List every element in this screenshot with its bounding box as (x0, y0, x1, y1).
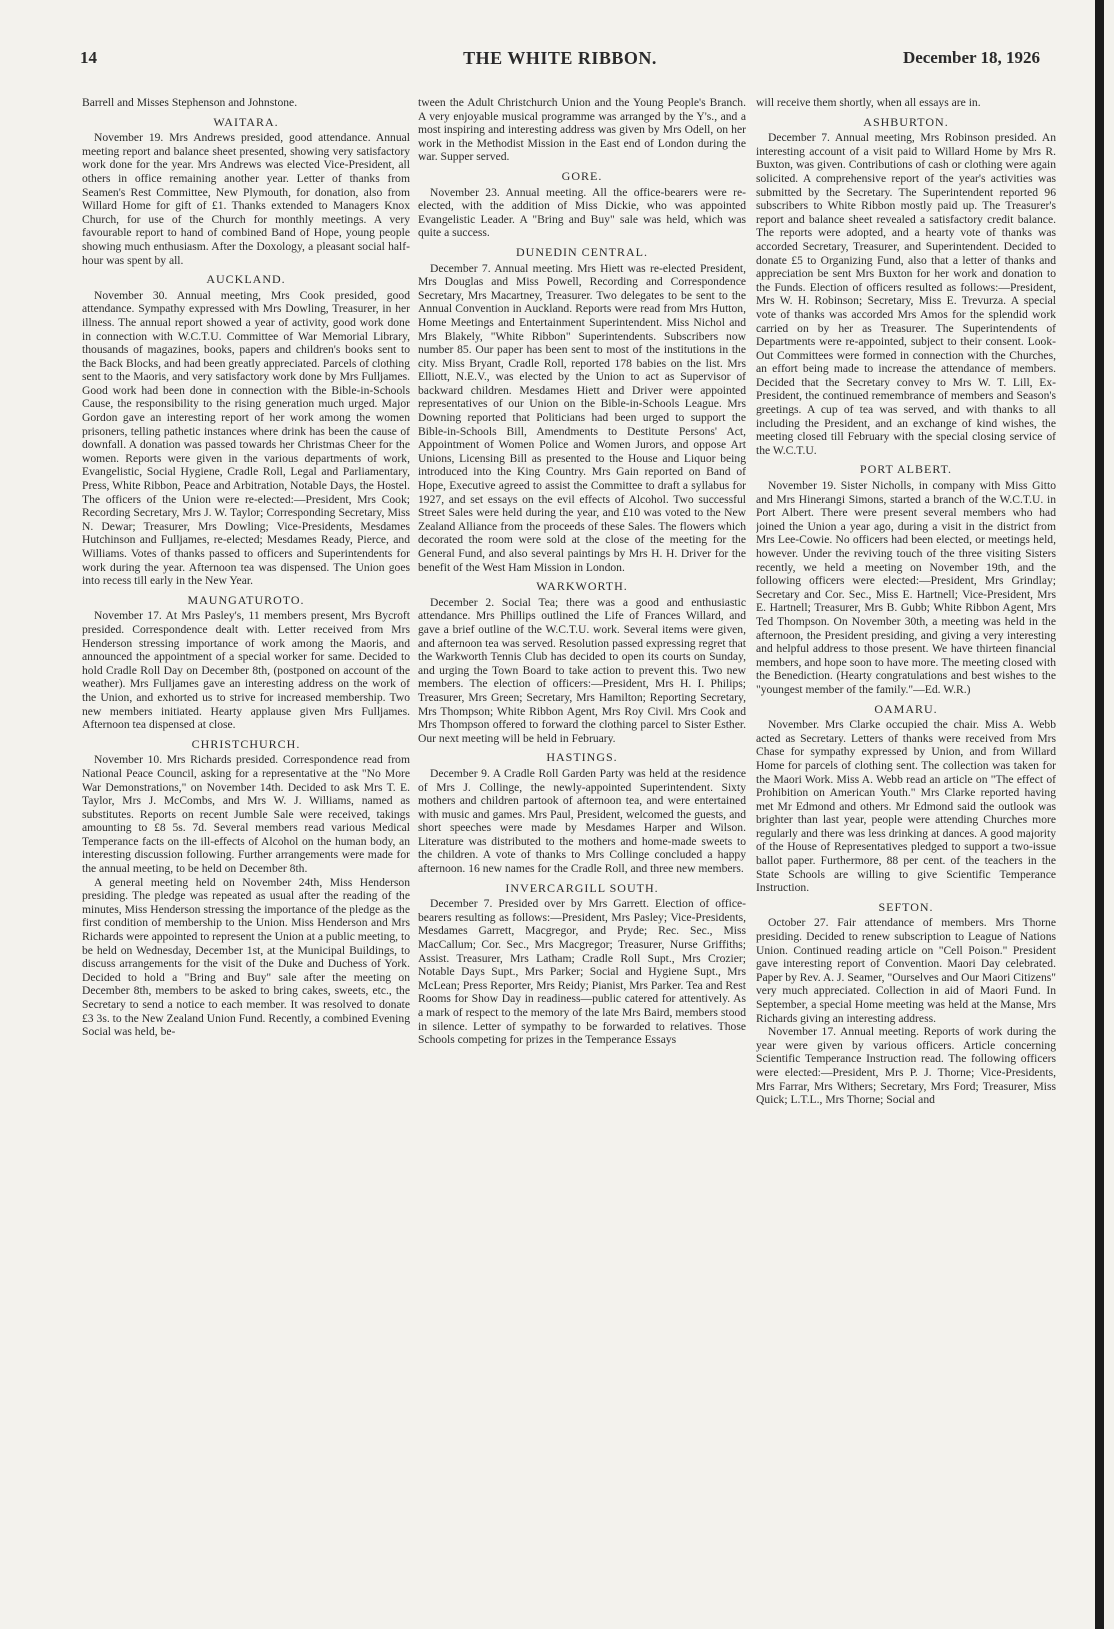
section-paragraph: November 19. Mrs Andrews presided, good attendance. Annual meeting report and balance sheet presented, showing very satisfactory work done for the year. Mrs Andrews was elected Vice-President, all others in office remaining another year. Letter of thanks from Seamen's Rest Committee, New Plymouth, for donation, also from Willard Home for gift of £1. Thanks extended to Managers Knox Church, for use of the Church for monthly meetings. A very favourable report to hand of combined Band of Hope, young people showing much enthusiasm. After the Doxology, a pleasant social half-hour was spent by all. (82, 131, 410, 267)
section-heading: WARKWORTH. (536, 579, 628, 594)
section-paragraph: October 27. Fair attendance of members. Mrs Thorne presiding. Decided to renew subscription to League of Nations Union. Continued reading article on "Cell Poison." President gave interesting report of Convention. Maori Day celebrated. Paper by Rev. A. J. Seamer, "Ourselves and Our Maori Citizens" very much appreciated. Collection in aid of Maori Fund. In September, a special Home meeting was held at the Manse, Mrs Richards giving an interesting address. (756, 916, 1056, 1025)
section-paragraph: December 7. Annual meeting. Mrs Hiett was re-elected President, Mrs Douglas and Miss Powell, Recording and Correspondence Secretary, Mrs Macartney, Treasurer. Two delegates to be sent to the Annual Convention in Auckland. Reports were read from Mrs Hutton, Home Meetings and Entertainment Superintendent. Miss Nichol and Mrs Blakely, "White Ribbon" Superintendents. Subscribers now number 85. Our paper has been sent to most of the institutions in the city. Miss Bryant, Cradle Roll, reported 178 babies on the list. Mrs Elliott, N.E.V., was elected by the Union to act as Supervisor of backward children. Mesdames Hiett and Driver were appointed representatives of our Union on the Bible-in-Schools League. Mrs Downing reported that Politicians had been urged to support the Bible-in-Schools Bill, Amendments to Destitute Persons' Act, Appointment of Women Police and Women Jurors, and oppose Art Unions, Licensing Bill as presented to the House and Liquor being introduced into the King Country. Mrs Gain reported on Band of Hope, Executive agreed to assist the Committee to draft a syllabus for 1927, and set essays on the evil effects of Alcohol. Two successful Street Sales were held during the year, and £10 was voted to the New Zealand Alliance from the proceeds of these Sales. The flowers which decorated the room were sold at the close of the meeting for the General Fund, and also several paintings by Mrs H. H. Driver for the benefit of the West Ham Mission in London. (418, 261, 746, 574)
report-section (418, 246, 746, 574)
section-heading: DUNEDIN CENTRAL. (516, 244, 648, 259)
section-paragraph: December 2. Social Tea; there was a good and enthusiastic attendance. Mrs Phillips outlined the Life of Frances Willard, and gave a brief outline of the W.C.T.U. work. Several items were given, and afternoon tea was served. Resolution passed expressing regret that the Warkworth Tennis Club has decided to open its courts on Sunday, and urging the Town Board to take action to prevent this. Two new members. The election of officers:—President, Mrs H. I. Philips; Treasurer, Mrs Green; Secretary, Mrs Hamilton; Reporting Secretary, Mrs Thompson; White Ribbon Agent, Mrs Roy Civil. Mrs Cook and Mrs Thompson offered to forward the clothing parcel to Sister Esther. Our next meeting will be held in February. (418, 595, 746, 745)
section-paragraph: November. Mrs Clarke occupied the chair. Miss A. Webb acted as Secretary. Letters of thanks were received from Mrs Chase for sympathy expressed by Union, and from Willard Home for parcels of clothing sent. The collection was taken for the Maori Work. Miss A. Webb read an article on "The effect of Prohibition on American Youth." Mrs Clarke reported having met Mr Edmond and others. Mr Edmond said the outlook was brighter than last year, people were attending Churches more regularly and there was less drinking at dances. A good majority of the House of Representatives pledged to support a two-issue ballot paper. Furthermore, 88 per cent. of the teachers in the State Schools are willing to give Scientific Temperance Instruction. (756, 718, 1056, 895)
column-2 (418, 96, 746, 1621)
section-paragraph: November 17. Annual meeting. Reports of work during the year were given by various officers. Article concerning Scientific Temperance Instruction read. The following officers were elected:—President, Mrs P. J. Thorne; Vice-Presidents, Mrs Farrar, Mrs Withers; Secretary, Mrs Ford; Treasurer, Miss Quick; L.T.L., Mrs Thorne; Social and (756, 1025, 1056, 1107)
page-number: 14 (80, 48, 97, 67)
issue-date: December 18, 1926 (902, 48, 1040, 67)
section-paragraph: November 30. Annual meeting, Mrs Cook presided, good attendance. Sympathy expressed with Mrs Dowling, Treasurer, in her illness. The annual report showed a year of activity, good work done in connection with W.C.T.U. Committee of War Memorial Library, thousands of magazines, books, papers and children's books sent to the Back Blocks, and had been greatly appreciated. Parcels of clothing sent to the Maoris, and very satisfactory work done by Mrs Fulljames. Good work had been done in connection with the Bible-in-Schools Cause, the responsibility to the rising generation much urged. Major Gordon gave an interesting report of her work among the women prisoners, telling pathetic instances where drink has been the cause of downfall. A donation was passed towards her Christmas Cheer for the women. Reports were given in the various departments of work, Evangelistic, Social Hygiene, Cradle Roll, Legal and Parliamentary, Press, White Ribbon, Peace and Arbitration, Notable Days, the Hostel. The officers of the Union were re-elected:—President, Mrs Cook; Recording Secretary, Mrs J. W. Taylor; Corresponding Secretary, Miss N. Dewar; Treasurer, Mrs Dowling; Vice-Presidents, Mesdames Hutchinson and Fulljames, re-elected; Mesdames Ready, Pierce, and Williams. Votes of thanks passed to officers and Superintendents for work during the year. Afternoon tea was dispensed. The Union goes into recess till early in the New Year. (82, 288, 410, 588)
section-heading: WAITARA. (213, 114, 279, 129)
section-paragraph: will receive them shortly, when all essays are in. (756, 96, 981, 109)
section-heading: SEFTON. (878, 899, 934, 914)
report-section (756, 703, 1056, 895)
page-binding-edge (1095, 0, 1104, 1629)
section-heading: HASTINGS. (546, 750, 618, 765)
section-paragraph: December 7. Annual meeting, Mrs Robinson presided. An interesting account of a visit paid to Willard Home by Mrs R. Buxton, was given. Contributions of cash or clothing were again solicited. A comprehensive report of the year's activities was submitted by the Secretary. The Superintendent reported 96 subscribers to White Ribbon mostly paid up. The Treasurer's report and balance sheet revealed a satisfactory credit balance. The reports were adopted, and a hearty vote of thanks was accorded Secretary, Treasurer, and Superintendent. Decided to donate £5 to Organizing Fund, also that a letter of thanks and appreciation be sent Mrs Buxton for her work and donation to the Funds. Election of officers resulted as follows:—President, Mrs W. H. Robinson; Secretary, Miss E. Trevurza. A special vote of thanks was accorded Mrs Amos for the splendid work carried on by her as Treasurer. The Superintendents of Departments were re-appointed, subject to their consent. Look-Out Committees were formed in connection with the Churches, an effort being made to increase the attendance of members. Decided that the Secretary convey to Mrs W. T. Lill, Ex-President, the continued remembrance of members and Season's greetings. A cup of tea was served, and with thanks to all including the President, and an exchange of kind wishes, the meeting closed till February with the special closing service of the W.C.T.U. (756, 131, 1056, 457)
report-section (418, 170, 746, 240)
report-section (756, 901, 1056, 1107)
report-section (82, 273, 410, 588)
section-heading: INVERCARGILL SOUTH. (505, 880, 659, 895)
section-heading: PORT ALBERT. (859, 462, 953, 477)
section-heading: CHRISTCHURCH. (191, 736, 301, 751)
section-heading: MAUNGATUROTO. (187, 592, 305, 607)
report-section (82, 738, 410, 1039)
section-heading: OAMARU. (874, 701, 938, 716)
section-paragraph: Barrell and Misses Stephenson and Johnstone. (82, 96, 298, 109)
section-heading: GORE. (561, 168, 603, 183)
section-paragraph: November 23. Annual meeting. All the office-bearers were re-elected, with the addition of Miss Dickie, who was appointed Evangelistic Leader. A "Bring and Buy" sale was held, which was quite a success. (418, 185, 746, 240)
section-paragraph: December 7. Presided over by Mrs Garrett. Election of office-bearers resulting as follows:—President, Mrs Pasley; Vice-Presidents, Mesdames Garrett, Macgregor, and Pryde; Rec. Sec., Miss MacCallum; Cor. Sec., Mrs Macgregor; Treasurer, Nurse Griffiths; Assist. Treasurer, Mrs Latham; Cradle Roll Supt., Mrs Crozier; Notable Days Supt., Mrs Parker; Social and Hygiene Supt., Mrs McLean; Press Reporter, Mrs Reidy; Pianist, Mrs Parker. Tea and Rest Rooms for Show Day in readiness—public catered for attentively. As a mark of respect to the memory of the late Mrs Baird, members stood in silence. Letter of sympathy to be forwarded to relatives. Those Schools competing for prizes in the Temperance Essays (418, 897, 746, 1047)
section-paragraph: November 10. Mrs Richards presided. Correspondence read from National Peace Council, asking for a representative at the "No More War Demonstrations," on November 14th. Decided to ask Mrs T. E. Taylor, Mrs J. McCombs, and Mrs W. J. Williams, named as substitutes. Reports on recent Jumble Sale were received, takings amounting to £8 5s. 7d. Several members read various Medical Temperance facts on the ill-effects of Alcohol on the human body, an interesting discussion following. Further arrangements were made for the annual meeting, to be held on December 8th. (82, 753, 410, 876)
section-paragraph: A general meeting held on November 24th, Miss Henderson presiding. The pledge was repeated as usual after the reading of the minutes, Miss Henderson stressing the importance of the pledge as the first condition of membership to the Union. Miss Henderson and Mrs Richards were appointed to represent the Union at a public meeting, to be held on Wednesday, December 1st, at the Municipal Buildings, to discuss arrangements for the visit of the Duke and Duchess of York. Decided to hold a "Bring and Buy" sale after the meeting on December 8th, members to be asked to bring cakes, sweets, etc., the Secretary to send a notice to each member. It was resolved to donate £3 3s. to the New Zealand Union Fund. Recently, a combined Evening Social was held, be- (82, 875, 410, 1039)
page-header (80, 48, 1040, 74)
section-paragraph: November 19. Sister Nicholls, in company with Miss Gitto and Mrs Hinerangi Simons, started a branch of the W.C.T.U. in Port Albert. There were present several members who had joined the Union a year ago, during a visit in the district from Mrs Lee-Cowie. No officers had been elected, or meetings held, however. Under the reviving touch of the three visiting Sisters recently, we held a meeting on November 19th, and the following officers were elected:—President, Mrs Grindlay; Secretary and Cor. Sec., Miss E. Hartnell; Vice-President, Mrs E. Hartnell; Treasurer, Mrs B. Gubb; White Ribbon Agent, Mrs Ted Thompson. On November 30th, a meeting was held in the afternoon, the President presiding, and giving a very interesting and helpful address to those present. We have thirteen financial members, and hope soon to have more. The meeting closed with the Benediction. (Hearty congratulations and best wishes to the "youngest member of the family."—Ed. W.R.) (756, 479, 1056, 696)
report-section (82, 594, 410, 732)
report-section (756, 96, 1056, 110)
column-3 (756, 96, 1056, 1621)
column-1 (82, 96, 410, 1621)
section-paragraph: November 17. At Mrs Pasley's, 11 members present, Mrs Bycroft presided. Correspondence dealt with. Letter received from Mrs Henderson stressing importance of work among the Maoris, and announced the appointment of a special worker for same. Decided to hold Cradle Roll Day on December 8th, (postponed on account of the weather). Mrs Fulljames gave an interesting address on the work of the Union, and exhorted us to strive for increased membership. Two new members initiated. Hearty applause given Mrs Fulljames. Afternoon tea dispensed at close. (82, 609, 410, 732)
section-paragraph: tween the Adult Christchurch Union and the Young People's Branch. A very enjoyable musical programme was arranged by the Y's., and a most inspiring and interesting address was given by Mrs Odell, on her work in the Methodist Mission in the East end of London during the war. Supper served. (418, 96, 746, 164)
section-heading: ASHBURTON. (863, 114, 949, 129)
section-paragraph: December 9. A Cradle Roll Garden Party was held at the residence of Mrs J. Collinge, the newly-appointed Superintendent. Sixty mothers and children partook of afternoon tea, and were entertained with music and games. Mrs Paul, President, welcomed the guests, and short speeches were made by Mesdames Harper and Wilson. Literature was distributed to the mothers and home-made sweets to the children. A vote of thanks to Mrs Collinge concluded a happy afternoon. 16 new names for the Cradle Roll, and three new members. (418, 766, 746, 876)
report-section (756, 116, 1056, 458)
masthead-title: THE WHITE RIBBON. (463, 48, 657, 68)
report-section (418, 882, 746, 1047)
report-section (82, 96, 410, 110)
report-section (418, 96, 746, 164)
report-section (756, 463, 1056, 696)
report-section (82, 116, 410, 268)
section-heading: AUCKLAND. (206, 272, 286, 287)
report-section (418, 580, 746, 745)
report-section (418, 751, 746, 875)
